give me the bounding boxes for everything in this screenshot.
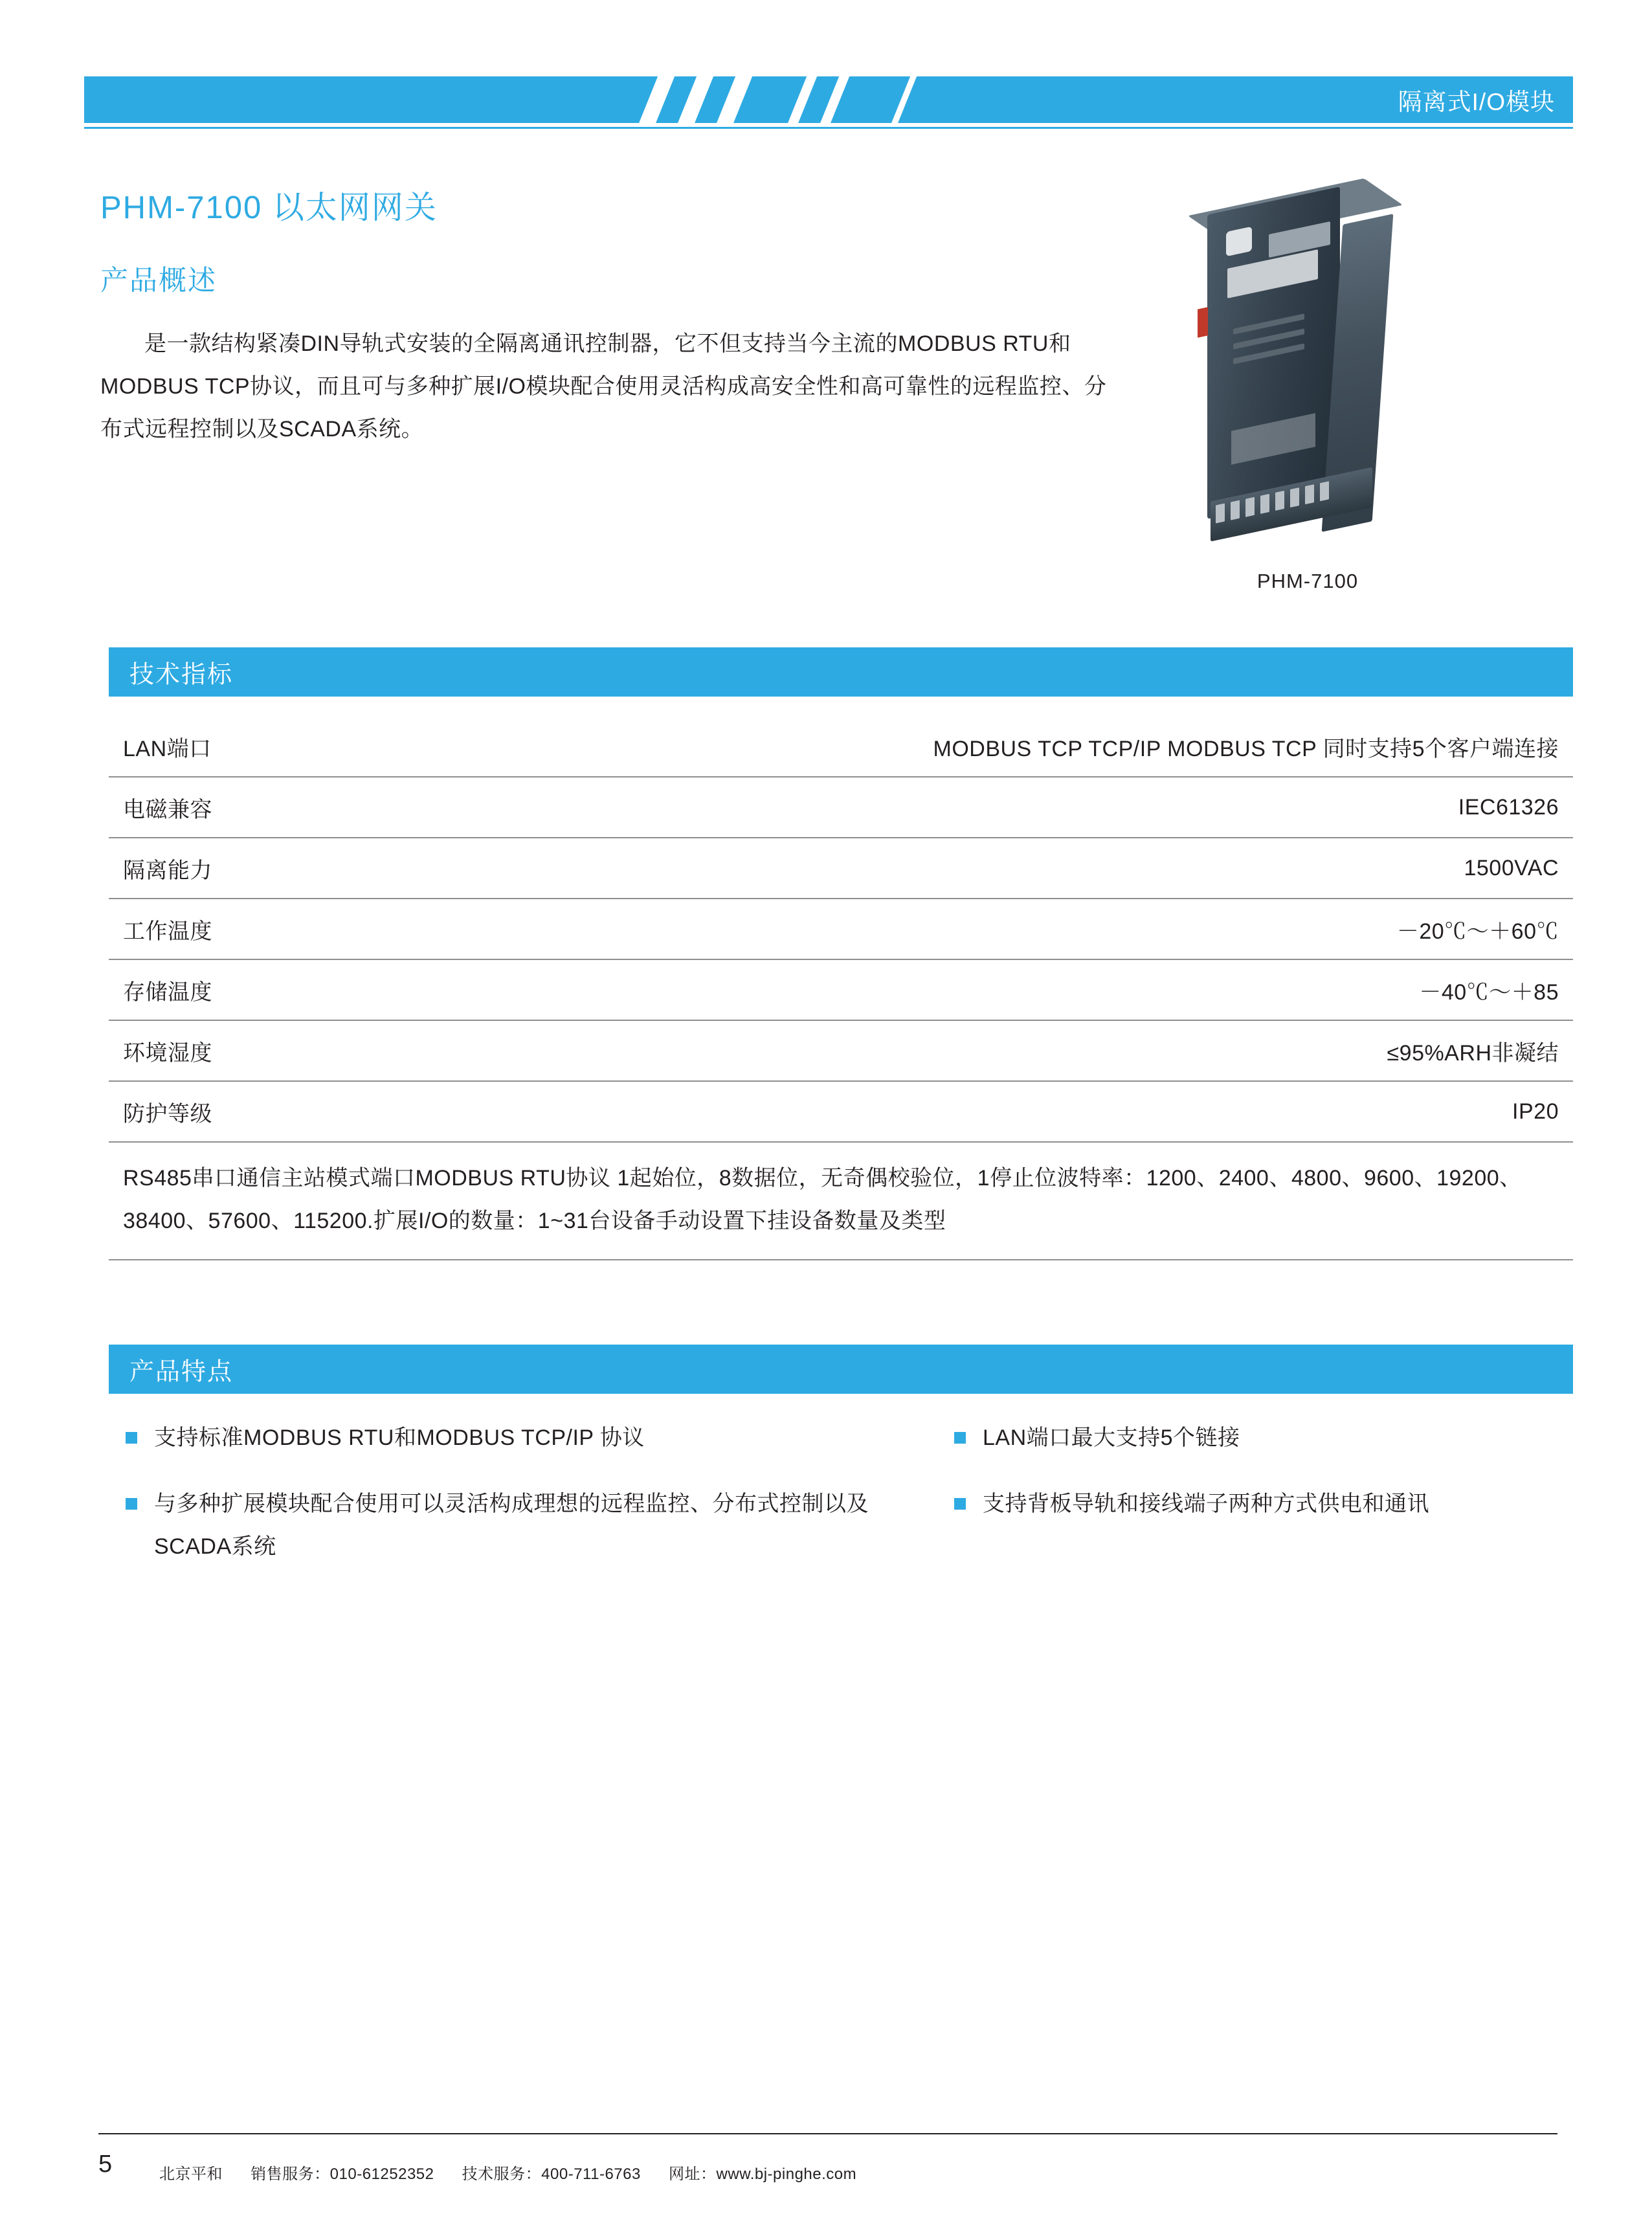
feature-text: 支持标准MODBUS RTU和MODBUS TCP/IP 协议 [154,1426,645,1450]
bullet-square-icon [126,1498,137,1510]
spec-name: LAN端口 [123,736,212,761]
features-column-left [122,1416,873,1591]
spec-section-header [109,647,1573,697]
footer-divider [98,2133,1557,2134]
feature-text: 与多种扩展模块配合使用可以灵活构成理想的远程监控、分布式控制以及SCADA系统 [154,1492,869,1559]
spec-value: －20℃～＋60℃ [1396,919,1559,944]
product-photo [1172,181,1444,557]
spec-note: RS485串口通信主站模式端口MODBUS RTU协议 1起始位，8数据位，无奇偶校验位，1停止位波特率：1200、2400、4800、9600、19200、38400、57600、115200.扩展I/O的数量：1~31台设备手动设置下挂设备数量及类型 [109,1143,1573,1260]
spec-name: 电磁兼容 [123,797,212,822]
spec-value: IP20 [1512,1099,1559,1124]
footer-contact-info [159,2161,880,2184]
spec-name: 隔离能力 [123,858,212,883]
bullet-square-icon [954,1498,966,1510]
table-row [109,899,1573,960]
overview-text: 是一款结构紧凑DIN导轨式安装的全隔离通讯控制器，它不但支持当今主流的MODBUS RTU和MODBUS TCP协议，而且可与多种扩展I/O模块配合使用灵活构成高安全性和高可靠性的远程监控、分布式远程控制以及SCADA系统。 [100,331,1107,442]
spec-value: －40℃～＋85 [1419,979,1559,1005]
footer-web: 网址：www.bj-pinghe.com [669,2165,857,2183]
features-section-header [109,1345,1573,1394]
overview-heading: 产品概述 [100,265,217,296]
bullet-square-icon [954,1432,966,1444]
spec-name: 存储温度 [123,979,212,1005]
table-row [109,1021,1573,1082]
table-row [109,717,1573,777]
header-underline [84,127,1573,129]
spec-value: MODBUS TCP TCP/IP MODBUS TCP 同时支持5个客户端连接 [933,736,1559,761]
footer-tech: 技术服务：400-711-6763 [462,2165,641,2183]
feature-text: LAN端口最大支持5个链接 [983,1426,1240,1450]
features-section-title: 产品特点 [129,1358,234,1386]
spec-name: 环境湿度 [123,1040,212,1066]
table-row [109,1082,1573,1143]
product-photo-caption: PHM-7100 [1256,570,1359,592]
bullet-square-icon [126,1432,137,1444]
table-row [109,960,1573,1021]
table-row [109,838,1573,899]
header-title: 隔离式I/O模块 [1398,89,1555,115]
spec-value: ≤95%ARH非凝结 [1387,1040,1559,1066]
list-item [950,1416,1585,1459]
header-stripes-decoration [621,76,1036,123]
feature-text: 支持背板导轨和接线端子两种方式供电和通讯 [983,1492,1429,1516]
page-header [84,76,1573,123]
spec-value: 1500VAC [1464,855,1559,880]
spec-value: IEC61326 [1458,794,1559,820]
spec-name: 防护等级 [123,1101,212,1126]
footer-sales: 销售服务：010-61252352 [251,2165,434,2183]
spec-name: 工作温度 [123,919,212,944]
spec-table [109,717,1573,1260]
list-item [950,1482,1585,1525]
page-number: 5 [98,2151,113,2178]
spec-section-title: 技术指标 [129,661,234,689]
list-item [122,1482,873,1568]
list-item [122,1416,873,1459]
page-title: PHM-7100 以太网网关 [100,190,438,225]
footer-company: 北京平和 [159,2165,223,2183]
table-row [109,777,1573,838]
features-column-right [950,1416,1585,1549]
